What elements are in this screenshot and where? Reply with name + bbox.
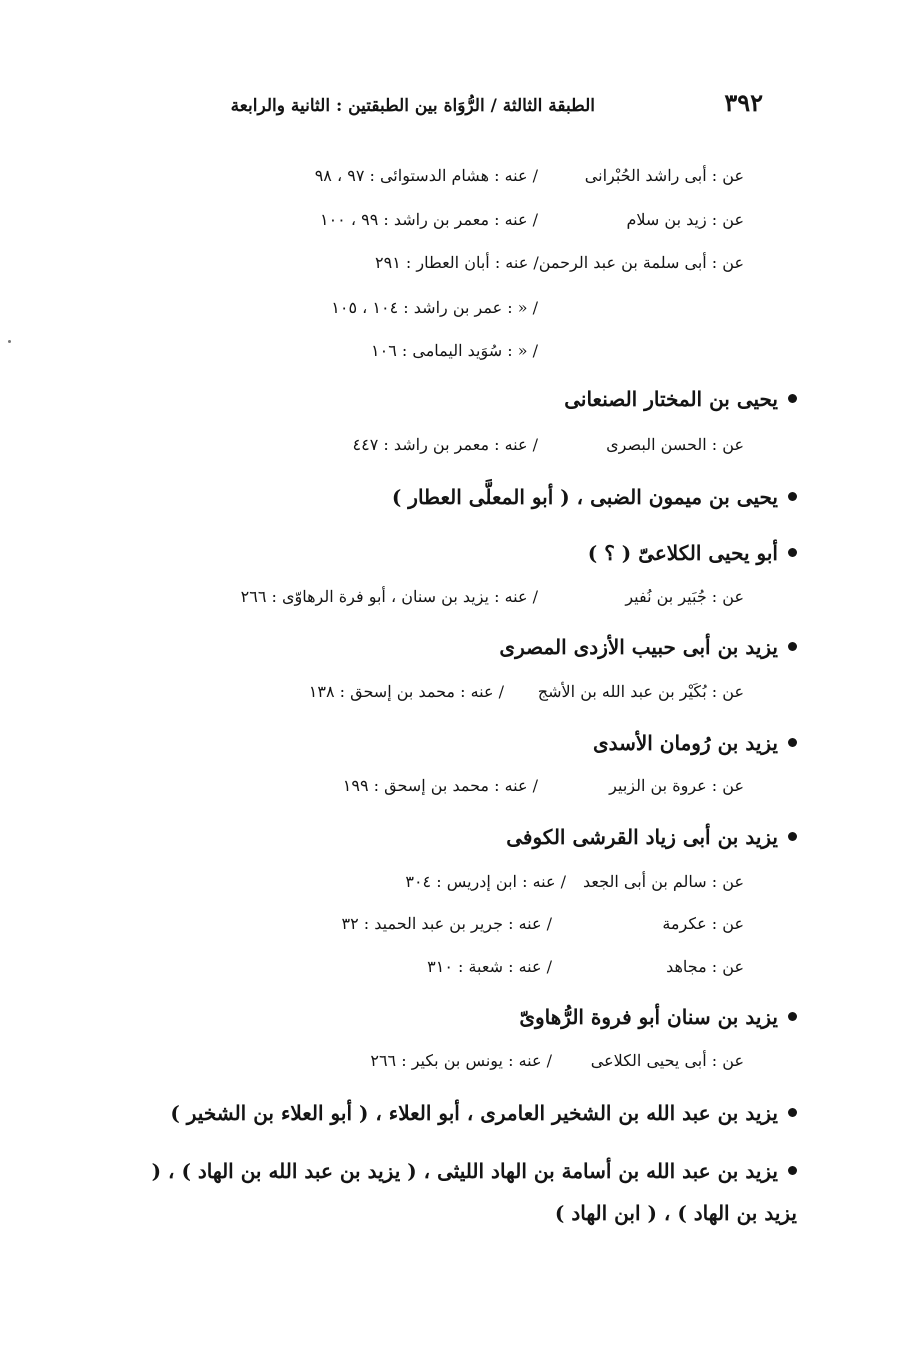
reference-to: / عنه : جرير بن عبد الحميد : ٣٢: [341, 914, 552, 933]
reference-to: / عنه : يزيد بن سنان ، أبو فرة الرهاوّى : ٢٦٦: [240, 587, 538, 606]
bullet-icon: [788, 1108, 797, 1117]
reference-line: [360, 250, 744, 276]
page-number: ٣٩٢: [724, 88, 763, 117]
bullet-icon: [788, 642, 797, 651]
narrator-name: يحيى بن المختار الصنعانى: [564, 387, 778, 411]
narrator-name: أبو يحيى الكلاعىّ ( ؟ ): [587, 541, 778, 565]
narrator-entry: [170, 1098, 797, 1128]
reference-from: عن : مجاهد: [666, 957, 744, 976]
bullet-icon: [788, 548, 797, 557]
reference-to: / عنه : ابن إدريس : ٣٠٤: [405, 872, 566, 891]
reference-to: / عنه : معمر بن راشد : ٤٤٧: [352, 435, 538, 454]
reference-to: / عنه : محمد بن إسحق : ١٩٩: [342, 776, 538, 795]
reference-line: [298, 207, 744, 233]
reference-from: عن : الحسن البصرى: [606, 435, 744, 454]
reference-line: [298, 295, 744, 321]
narrator-entry: [392, 482, 797, 512]
reference-to: / « : سُوَيد اليمامى : ١٠٦: [371, 341, 538, 360]
narrator-name: يزيد بن أبى حبيب الأزدى المصرى: [499, 635, 778, 659]
reference-full: عن : أبى سلمة بن عبد الرحمن/ عنه : أبان العطار : ٢٩١: [375, 253, 744, 272]
narrator-entry: [506, 822, 797, 852]
reference-line: [340, 432, 744, 458]
reference-from: عن : بُكَيْر بن عبد الله بن الأشج: [537, 682, 744, 701]
narrator-name: يزيد بن أبى زياد القرشى الكوفى: [506, 825, 778, 849]
reference-line: [298, 679, 744, 705]
bullet-icon: [788, 1166, 797, 1175]
reference-from: عن : جُبَير بن نُفير: [625, 587, 744, 606]
bullet-icon: [788, 492, 797, 501]
reference-from: عن : عروة بن الزبير: [609, 776, 744, 795]
reference-line: [298, 338, 744, 364]
bullet-icon: [788, 832, 797, 841]
reference-to: / عنه : يونس بن بكير : ٢٦٦: [370, 1051, 552, 1070]
reference-to: / « : عمر بن راشد : ١٠٤ ، ١٠٥: [331, 298, 538, 317]
bullet-icon: [788, 1012, 797, 1021]
reference-from: عن : سالم بن أبى الجعد: [583, 872, 744, 891]
reference-line: [410, 954, 744, 980]
reference-to: / عنه : شعبة : ٣١٠: [427, 957, 552, 976]
narrator-entry: [593, 728, 797, 758]
reference-line: [340, 773, 744, 799]
bullet-icon: [788, 394, 797, 403]
reference-line: [298, 163, 744, 189]
narrator-name: يزيد بن سنان أبو فروة الرُّهاوىّ: [519, 1005, 778, 1029]
reference-to: / عنه : هشام الدستوائى : ٩٧ ، ٩٨: [314, 166, 538, 185]
narrator-entry: [519, 1002, 797, 1032]
narrator-entry: [499, 632, 797, 662]
reference-line: [370, 869, 744, 895]
reference-line: [350, 1048, 744, 1074]
reference-from: عن : أبى راشد الحُبْرانى: [584, 166, 744, 185]
scan-speck: [8, 340, 11, 343]
narrator-name: يزيد بن عبد الله بن الشخير العامرى ، أبو العلاء ، ( أبو العلاء بن الشخير ): [170, 1101, 778, 1125]
reference-from: عن : أبى يحيى الكلاعى: [590, 1051, 744, 1070]
reference-to: / عنه : محمد بن إسحق : ١٣٨: [308, 682, 504, 701]
narrator-name: يحيى بن ميمون الضبى ، ( أبو المعلَّى العطار ): [391, 485, 778, 509]
reference-to: / عنه : معمر بن راشد : ٩٩ ، ١٠٠: [319, 210, 538, 229]
narrator-name: يزيد بن رُومان الأسدى: [592, 731, 778, 755]
reference-from: عن : زيد بن سلام: [626, 210, 744, 229]
narrator-name: يزيد بن عبد الله بن أسامة بن الهاد الليثى ، ( يزيد بن عبد الله بن الهاد ) ، ( يزيد بن الهاد ) ، ( ابن الهاد ): [151, 1159, 797, 1225]
running-header: الطبقة الثالثة / الرُّوَاة بين الطبقتين : الثانية والرابعة: [230, 96, 595, 116]
bullet-icon: [788, 738, 797, 747]
narrator-entry: [147, 1150, 797, 1234]
narrator-entry: [588, 538, 797, 568]
reference-line: [230, 584, 744, 610]
reference-from: عن : عكرمة: [662, 914, 744, 933]
reference-line: [320, 911, 744, 937]
narrator-entry: [564, 384, 797, 414]
